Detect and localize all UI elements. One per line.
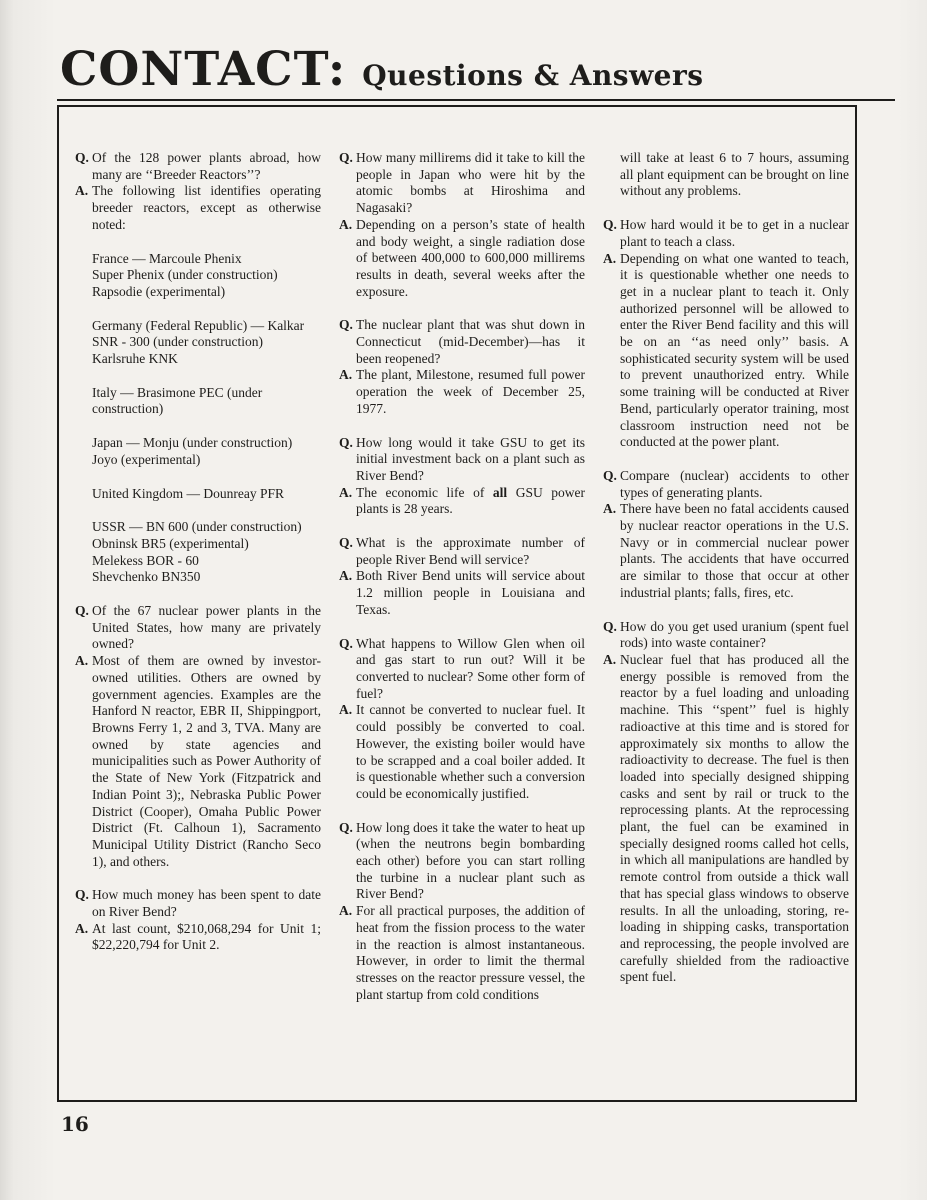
qa-marker: Q. [75, 603, 89, 619]
answer-paragraph: A. For all practical purposes, the addition of heat from the fission process to the water in the reaction is almost instantaneous. However, in order to limit the thermal stresses on the reactor pressure vessel, the plant startup from cold conditions [339, 903, 585, 1002]
page-subtitle: Questions & Answers [362, 59, 704, 92]
qa-marker: A. [339, 568, 353, 584]
answer-paragraph: A. Nuclear fuel that has produced all the energy possible is removed from the reactor by a fuel loading and unloading machine. This ‘‘spent’’ fuel is highly radioactive at this time and is stored for approximately six months to allow the radioactivity to decrease. The fuel is then loaded into specially designed shipping casks and sent by rail or truck to the reprocessing plants. At the reprocessing plant, the fuel can be examined in specially designed rooms called hot cells, in which all manipulations are handled by remote control from outside a thick wall that has special glass windows to observe results. In all the unloading, storing, re-loading in shipping casks, transportation and reprocessing, the people involved are carefully shielded from the radioactive spent fuel. [603, 651, 849, 985]
question-paragraph: Q. How long would it take GSU to get its initial investment back on a plant such as River Bend? [339, 434, 585, 483]
qa-box [57, 105, 857, 1102]
answer-paragraph: A. The plant, Milestone, resumed full power operation the week of December 25, 1977. [339, 367, 585, 416]
qa-column [75, 150, 321, 1003]
reactor-list-paragraph: United Kingdom — Dounreay PFR [92, 485, 284, 501]
question-paragraph: Q. How long does it take the water to heat up (when the neutrons begin bombarding each other) before you can start rolling the turbine in a nuclear plant such as River Bend? [339, 819, 585, 902]
question-paragraph: Q. Compare (nuclear) accidents to other types of generating plants. [603, 467, 849, 500]
reactor-list-paragraph: Japan — Monju (under construction) Joyo (experimental) [92, 435, 293, 467]
qa-marker: A. [339, 216, 353, 232]
answer-paragraph: A. Depending on what one wanted to teach, it is questionable whether one needs to get in a nuclear plant to teach it. Only authorized personnel will be allowed to enter the River Bend facility and this will be on an ‘‘as need only’’ basis. A sophisticated security system will be used to prevent unauthorized entry. While some training will be conducted at River Bend, particularly operator training, most classroom instruction need not be conducted at the power plant. [603, 250, 849, 450]
qa-marker: Q. [339, 635, 353, 651]
question-paragraph: Q. How do you get used uranium (spent fuel rods) into waste container? [603, 618, 849, 651]
qa-marker: Q. [339, 535, 353, 551]
reactor-list-paragraph: USSR — BN 600 (under construction) Obninsk BR5 (experimental) Melekess BOR - 60 Shevchenko BN350 [92, 519, 302, 585]
page-number: 16 [61, 1112, 89, 1136]
answer-paragraph: A. There have been no fatal accidents caused by nuclear reactor operations in the U.S. Navy or in commercial nuclear power plants. The accidents that have occurred are similar to those that occur at other industrial plants; falls, fires, etc. [603, 501, 849, 600]
answer-paragraph: A. It cannot be converted to nuclear fuel. It could possibly be converted to coal. However, the existing boiler would have to be scrapped and a coal boiler added. It is questionable whether such a conversion could be economically justified. [339, 702, 585, 801]
qa-columns [75, 150, 849, 1003]
question-paragraph: Q. How much money has been spent to date on River Bend? [75, 887, 321, 920]
question-paragraph: Q. What happens to Willow Glen when oil and gas start to run out? Will it be converted to nuclear? Some other form of fuel? [339, 635, 585, 701]
header-rule [57, 99, 895, 101]
qa-marker: A. [603, 651, 617, 667]
continuation-paragraph: will take at least 6 to 7 hours, assuming all plant equipment can be brought on line without any problems. [620, 150, 849, 199]
answer-paragraph: A. The following list identifies operating breeder reactors, except as otherwise noted: [75, 183, 321, 232]
qa-marker: Q. [75, 887, 89, 903]
question-paragraph: Q. Of the 128 power plants abroad, how many are ‘‘Breeder Reactors’’? [75, 150, 321, 182]
qa-marker: A. [339, 367, 353, 383]
qa-marker: A. [603, 250, 617, 266]
newsletter-name: CONTACT: [60, 42, 347, 97]
qa-column [339, 150, 585, 1003]
qa-marker: Q. [339, 150, 353, 165]
page-title [60, 42, 704, 97]
reactor-list-paragraph: Italy — Brasimone PEC (under construction) [92, 384, 263, 417]
qa-marker: A. [75, 653, 89, 669]
answer-paragraph: A. Both River Bend units will service about 1.2 million people in Louisiana and Texas. [339, 568, 585, 617]
qa-marker: Q. [339, 819, 353, 835]
qa-marker: A. [75, 920, 89, 936]
qa-marker: Q. [603, 467, 617, 483]
answer-paragraph: A. Most of them are owned by investor-owned utilities. Others are owned by government agencies. Examples are the Hanford N reactor, EBR II, Shippingport, Browns Ferry 1, 2 and 3, TVA. Many are owned by state agencies and municipalities such as Power Authority of the State of New York (Fitzpatrick and Indian Point 3);, Nebraska Public Power District (Cooper), Omaha Public Power District (Ft. Calhoun 1), Sacramento Municipal Utility District (Rancho Seco 1), and others. [75, 653, 321, 869]
question-paragraph: Q. How hard would it be to get in a nuclear plant to teach a class. [603, 217, 849, 249]
reactor-list-paragraph: Germany (Federal Republic) — Kalkar SNR - 300 (under construction) Karlsruhe KNK [92, 317, 305, 367]
qa-marker: Q. [339, 317, 353, 333]
answer-paragraph: A. At last count, $210,068,294 for Unit 1; $22,220,794 for Unit 2. [75, 920, 321, 953]
qa-marker: Q. [603, 217, 617, 233]
question-paragraph: Q. How many millirems did it take to kill the people in Japan who were hit by the atomic bombs at Hiroshima and Nagasaki? [339, 150, 585, 216]
answer-paragraph: A. The economic life of all GSU power plants is 28 years. [339, 484, 585, 517]
question-paragraph: Q. The nuclear plant that was shut down in Connecticut (mid-December)—has it been reopened? [339, 317, 585, 366]
answer-paragraph: A. Depending on a person’s state of health and body weight, a single radiation dose of between 400,000 to 600,000 millirems results in death, several weeks after the exposure. [339, 216, 585, 299]
question-paragraph: Q. Of the 67 nuclear power plants in the United States, how many are privately owned? [75, 603, 321, 652]
qa-marker: A. [339, 702, 353, 718]
qa-marker: A. [75, 183, 89, 199]
qa-marker: A. [339, 484, 353, 500]
qa-marker: Q. [603, 618, 617, 634]
qa-marker: Q. [339, 434, 353, 450]
question-paragraph: Q. What is the approximate number of people River Bend will service? [339, 535, 585, 567]
qa-marker: A. [339, 903, 353, 919]
reactor-list-paragraph: France — Marcoule Phenix Super Phenix (under construction) Rapsodie (experimental) [92, 250, 278, 299]
qa-marker: A. [603, 501, 617, 517]
qa-column [603, 150, 849, 1003]
qa-marker: Q. [75, 150, 89, 165]
